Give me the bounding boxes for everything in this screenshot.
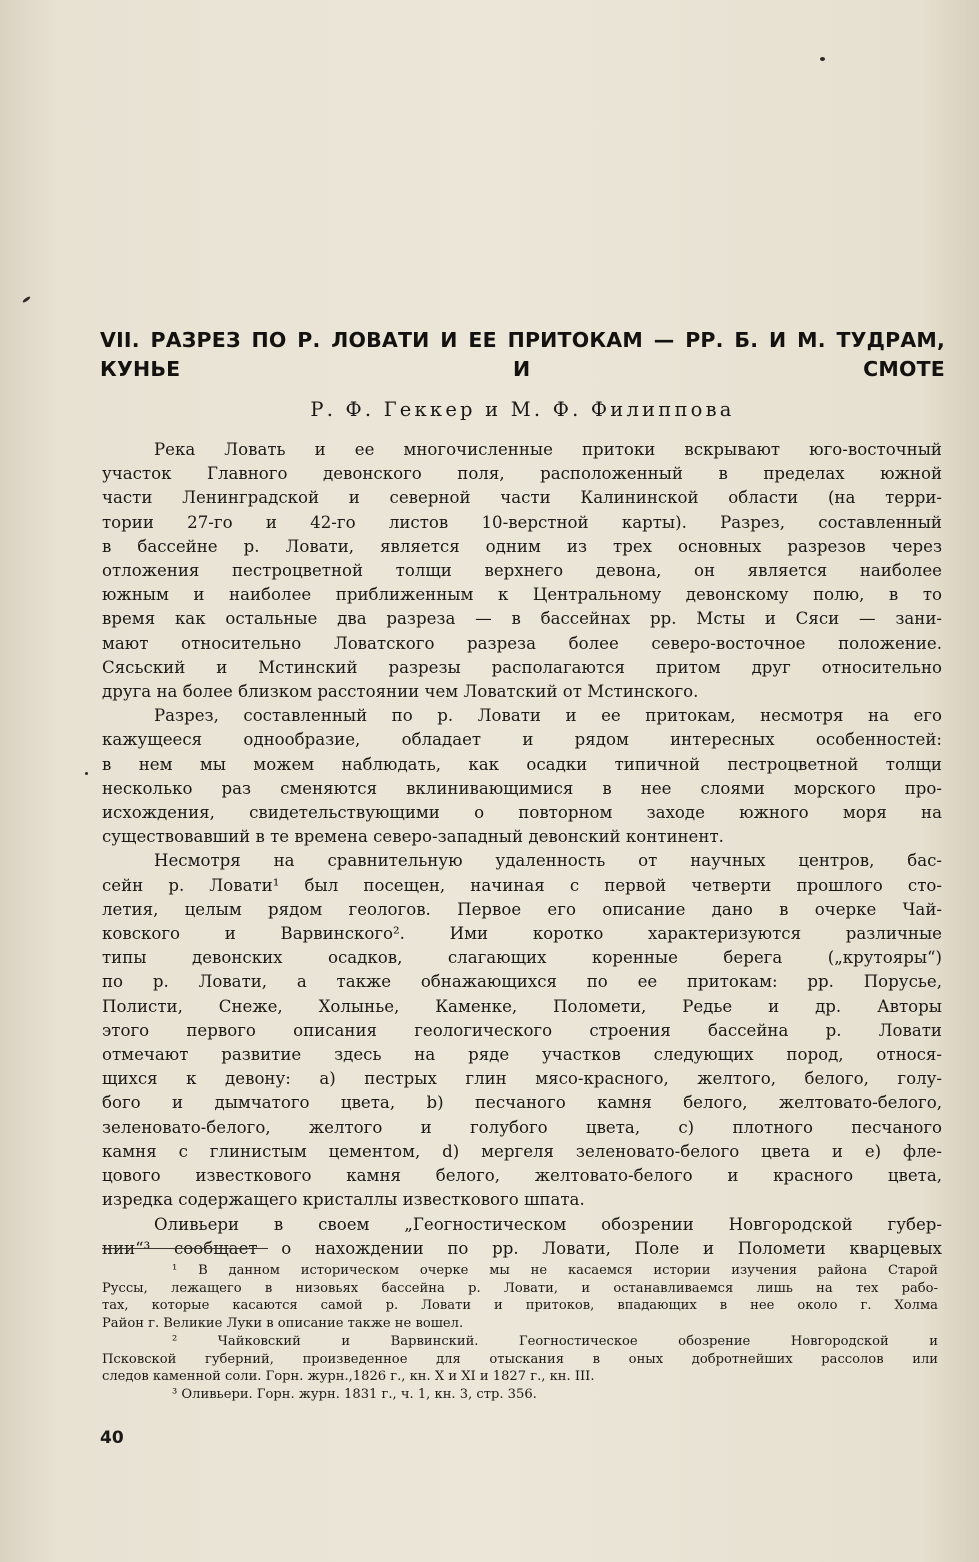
ink-speck xyxy=(820,57,825,61)
body-line: этого первого описания геологического строения бассейна р. Ловати xyxy=(102,1020,942,1040)
footnote-line: Руссы, лежащего в низовьях бассейна р. Ловати, и останавливаемся лишь на тех рабо- xyxy=(102,1280,938,1296)
body-line: Разрез, составленный по р. Ловати и ее притокам, несмотря на его xyxy=(154,706,942,726)
body-line: изредка содержащего кристаллы известкового шпата. xyxy=(102,1190,585,1210)
body-line: типы девонских осадков, слагающих коренные берега („крутояры“) xyxy=(102,948,942,968)
footnote-line: следов каменной соли. Горн. журн.,1826 г., кн. X и XI и 1827 г., кн. III. xyxy=(102,1369,595,1385)
chapter-heading-line-2: КУНЬЕ И СМОТЕ xyxy=(100,357,945,381)
body-line: Полисти, Снеже, Холынье, Каменке, Поломети, Редье и др. Авторы xyxy=(102,996,942,1016)
footnote-line: тах, которые касаются самой р. Ловати и притоков, впадающих в нее около г. Холма xyxy=(102,1298,938,1314)
footnote-line: ¹ В данном историческом очерке мы не касаемся истории изучения района Старой xyxy=(172,1263,938,1278)
body-line: сейн р. Ловати¹ был посещен, начиная с первой четверти прошлого сто- xyxy=(102,875,942,895)
body-line: камня с глинистым цементом, d) мергеля зеленовато-белого цвета и e) фле- xyxy=(102,1141,942,1161)
body-line: в нем мы можем наблюдать, как осадки типичной пестроцветной толщи xyxy=(102,754,942,774)
body-line: бого и дымчатого цвета, b) песчаного камня белого, желтовато-белого, xyxy=(102,1093,942,1113)
ink-speck xyxy=(85,772,88,775)
body-line: участок Главного девонского поля, расположенный в пределах южной xyxy=(102,464,942,484)
body-line: нии“³ сообщает о нахождении по рр. Ловати, Поле и Поломети кварцевых xyxy=(102,1238,942,1258)
body-line: южным и наиболее приближенным к Центральному девонскому полю, в то xyxy=(102,585,942,605)
footnote-line: ³ Оливьери. Горн. журн. 1831 г., ч. 1, кн. 3, стр. 356. xyxy=(172,1386,537,1402)
footnote-line: ² Чайковский и Варвинский. Геогностическое обозрение Новгородской и xyxy=(172,1333,938,1349)
body-line: время как остальные два разреза — в бассейнах рр. Мсты и Сяси — зани- xyxy=(102,609,942,629)
body-line: зеленовато-белого, желтого и голубого цвета, c) плотного песчаного xyxy=(102,1117,942,1137)
chapter-heading xyxy=(100,326,945,384)
body-line: Оливьери в своем „Геогностическом обозрении Новгородской губер- xyxy=(154,1214,942,1234)
body-line: Несмотря на сравнительную удаленность от научных центров, бас- xyxy=(154,851,942,871)
body-line: Сясьский и Мстинский разрезы располагаются притом друг относительно xyxy=(102,657,942,677)
body-line: существовавший в те времена северо-западный девонский континент. xyxy=(102,827,724,847)
body-line: щихся к девону: a) пестрых глин мясо-красного, желтого, белого, голу- xyxy=(102,1069,942,1089)
body-line: в бассейне р. Ловати, является одним из трех основных разрезов через xyxy=(102,536,942,556)
body-line: части Ленинградской и северной части Калининской области (на терри- xyxy=(102,488,942,508)
body-line: исхождения, свидетельствующими о повторном заходе южного моря на xyxy=(102,803,942,823)
body-line: кажущееся однообразие, обладает и рядом интересных особенностей: xyxy=(102,730,942,750)
body-line: отмечают развитие здесь на ряде участков следующих пород, относя- xyxy=(102,1045,942,1065)
body-line: отложения пестроцветной толщи верхнего девона, он является наиболее xyxy=(102,561,942,581)
body-text xyxy=(102,438,942,1261)
body-line: цового известкового камня белого, желтовато-белого и красного цвета, xyxy=(102,1166,942,1186)
body-line: летия, целым рядом геологов. Первое его описание дано в очерке Чай- xyxy=(102,899,942,919)
footnote-separator xyxy=(102,1248,268,1249)
footnotes xyxy=(102,1262,938,1404)
ink-speck xyxy=(22,296,31,304)
body-line: тории 27-го и 42-го листов 10-верстной карты). Разрез, составленный xyxy=(102,512,942,532)
body-line: друга на более близком расстоянии чем Ловатский от Мстинского. xyxy=(102,682,699,702)
body-line: ковского и Варвинского². Ими коротко характеризуются различные xyxy=(102,924,942,944)
footnote-line: Псковской губерний, произведенное для отыскания в оных добротнейших рассолов или xyxy=(102,1351,938,1367)
footnote-line: Район г. Великие Луки в описание также не вошел. xyxy=(102,1316,464,1332)
body-line: Река Ловать и ее многочисленные притоки вскрывают юго-восточный xyxy=(154,440,942,459)
chapter-heading-line-1: VII. РАЗРЕЗ ПО Р. ЛОВАТИ И ЕЕ ПРИТОКАМ — РР. Б. И М. ТУДРАМ, xyxy=(100,328,945,352)
page-number: 40 xyxy=(100,1428,124,1448)
body-line: по р. Ловати, а также обнажающихся по ее притокам: рр. Порусье, xyxy=(102,972,942,992)
body-line: мают относительно Ловатского разреза более северо-восточное положение. xyxy=(102,633,942,653)
body-line: несколько раз сменяются вклинивающимися в нее слоями морского про- xyxy=(102,778,942,798)
authors: Р. Ф. Геккер и М. Ф. Филиппова xyxy=(310,398,735,421)
